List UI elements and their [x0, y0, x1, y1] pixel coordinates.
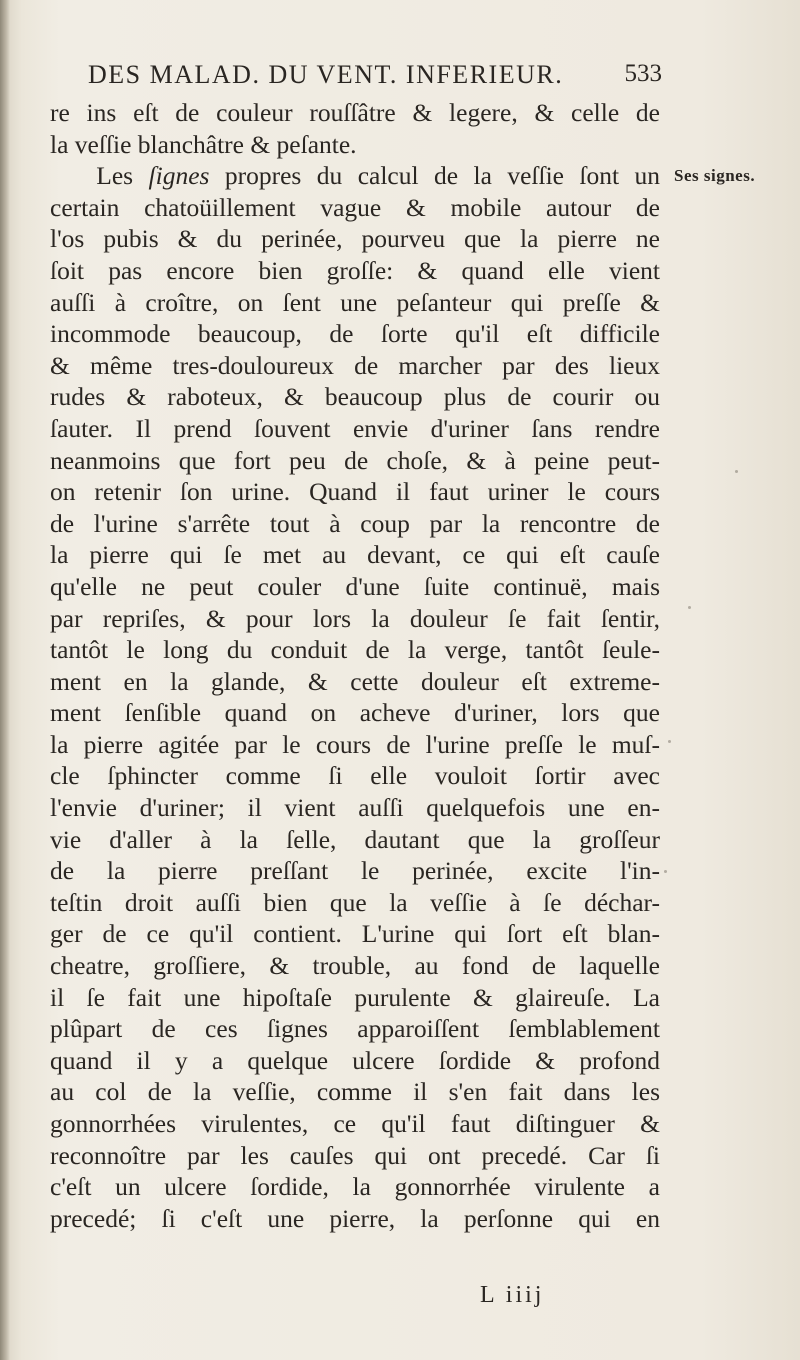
text-line: ment ſenſible quand on acheve d'uriner, lors que [50, 698, 660, 728]
text-line: l'os pubis & du perinée, pourveu que la pierre ne [50, 224, 660, 254]
text-line: ment en la glande, & cette douleur eſt extreme- [50, 666, 660, 696]
text-line: c'eſt un ulcere ſordide, la gonnorrhée virulente a [50, 1172, 660, 1202]
text-line: de l'urine s'arrête tout à coup par la rencontre de [50, 508, 660, 538]
paper-speck [664, 870, 667, 873]
text-line: au col de la veſſie, comme il s'en fait dans les [50, 1077, 660, 1107]
text-line: l'envie d'uriner; il vient auſſi quelquefois une en- [50, 793, 660, 823]
text-line: plûpart de ces ſignes apparoiſſent ſemblablement [50, 1014, 660, 1044]
text-line: vie d'aller à la ſelle, dautant que la groſſeur [50, 824, 660, 854]
signature-mark: L iiij [480, 1282, 545, 1308]
text-line: ſauter. Il prend ſouvent envie d'uriner ſans rendre [50, 413, 660, 443]
text-line: cle ſphincter comme ſi elle vouloit ſortir avec [50, 761, 660, 791]
text-line: quand il y a quelque ulcere ſordide & profond [50, 1045, 660, 1075]
text-line: on retenir ſon urine. Quand il faut uriner le cours [50, 477, 660, 507]
text-line: Les ſignes propres du calcul de la veſſie ſont un [50, 161, 660, 191]
text-line: ſoit pas encore bien groſſe: & quand elle vient [50, 255, 660, 285]
text-line: rudes & raboteux, & beaucoup plus de courir ou [50, 382, 660, 412]
text-line: auſſi à croître, on ſent une peſanteur qui preſſe & [50, 287, 660, 317]
text-line: gonnorrhées virulentes, ce qu'il faut diſtinguer & [50, 1109, 660, 1138]
text-line: la veſſie blanchâtre & peſante. [50, 129, 357, 159]
text-line: reconnoître par les cauſes qui ont precedé. Car ſi [50, 1140, 660, 1170]
text-line: teſtin droit auſſi bien que la veſſie à ſe déchar- [50, 887, 660, 917]
text-line: par repriſes, & pour lors la douleur ſe fait ſentir, [50, 603, 660, 633]
text-line: la pierre qui ſe met au devant, ce qui eſt cauſe [50, 540, 660, 570]
text-line: precedé; ſi c'eſt une pierre, la perſonne qui en [50, 1203, 660, 1233]
text-line: ger de ce qu'il contient. L'urine qui ſort eſt blan- [50, 919, 660, 949]
text-line: de la pierre preſſant le perinée, excite l'in- [50, 856, 660, 886]
page-number: 533 [624, 60, 662, 87]
running-head-title: DES MALAD. DU VENT. INFERIEUR. [88, 60, 564, 89]
text-line: la pierre agitée par le cours de l'urine preſſe le muſ- [50, 729, 660, 759]
text-line: cheatre, groſſiere, & trouble, au fond de laquelle [50, 951, 660, 981]
italic-word: ſignes [148, 161, 210, 191]
text-line: certain chatoüillement vague & mobile autour de [50, 192, 660, 222]
running-head [88, 56, 668, 96]
text-line: re ins eſt de couleur rouſſâtre & legere, & celle de [50, 98, 660, 127]
text-line: & même tres-douloureux de marcher par des lieux [50, 350, 660, 380]
paper-speck [688, 606, 691, 609]
text-line: tantôt le long du conduit de la verge, tantôt ſeule- [50, 635, 660, 665]
text-line: neanmoins que fort peu de choſe, & à peine peut- [50, 445, 660, 475]
text-line: qu'elle ne peut couler d'une ſuite continuë, mais [50, 571, 660, 601]
paper-speck [668, 740, 671, 743]
text-line: incommode beaucoup, de ſorte qu'il eſt difficile [50, 319, 660, 349]
margin-note: Ses signes. [674, 166, 756, 185]
body-text [50, 97, 660, 1234]
text-line: il ſe fait une hipoſtaſe purulente & glaireuſe. La [50, 982, 660, 1012]
paper-speck [735, 470, 738, 473]
